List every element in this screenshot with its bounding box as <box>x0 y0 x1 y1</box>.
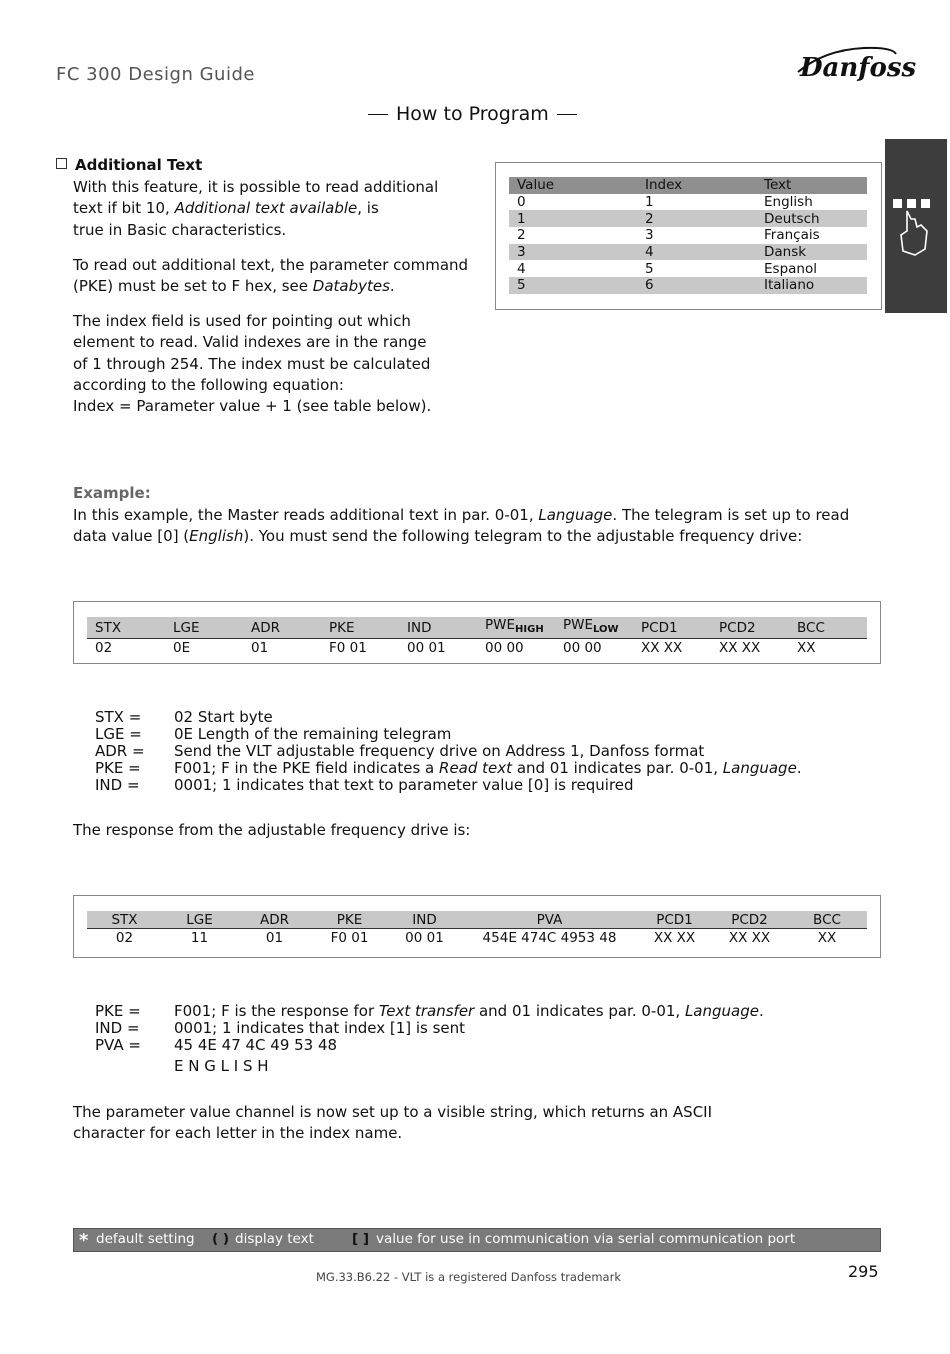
section-title: How to Program <box>360 103 585 125</box>
section-tab <box>885 139 947 313</box>
table-row: 02 11 01 F0 01 00 01 454E 474C 4953 48 XX XX XX XX XX <box>115 929 837 946</box>
request-telegram-table: STX LGE ADR PKE IND $PWE_{HIGH}$ $PWE_{LOW}$ PCD1 PCD2 BCC 02 0E 01 F0 01 00 01 00 00 00 00 XX XX XX XX XX <box>87 617 867 656</box>
table-header: Index <box>637 177 756 194</box>
example-paragraph: In this example, the Master reads additional text in par. 0-01, Language. The telegram is set up to read data value [0] (English). You must send the following telegram to the adjustable frequency drive: <box>73 506 850 546</box>
trademark-note: MG.33.B6.22 - VLT is a registered Danfoss trademark <box>316 1270 621 1284</box>
table-header: Value <box>509 177 637 194</box>
language-index-table <box>509 177 867 294</box>
response-intro: The response from the adjustable frequency drive is: <box>73 821 471 839</box>
intro-paragraph-1: With this feature, it is possible to read additional text if bit 10, Additional text available, is true in Basic characteristics. <box>73 178 439 239</box>
closing-paragraph: The parameter value channel is now set up to a visible string, which returns an ASCII character for each letter in the index name. <box>73 1103 713 1143</box>
star-icon: * <box>79 1230 89 1251</box>
table-row: 4 5 Espanol <box>517 260 817 277</box>
legend-bar: * default setting ( ) display text [ ] value for use in communication via serial communication port <box>73 1228 881 1252</box>
hand-keypad-icon <box>885 139 947 313</box>
svg-text:Danfoss: Danfoss <box>800 53 917 83</box>
danfoss-logo <box>794 42 917 86</box>
response-definitions: PKE = F001; F is the response for Text transfer and 01 indicates par. 0-01, Language. IND = 0001; 1 indicates that index [1] is sent PVA = 45 4E 47 4C 49 53 48 E N G L I S H <box>95 1002 764 1075</box>
table-row: 5 6 Italiano <box>509 277 867 294</box>
intro-paragraph-2: To read out additional text, the parameter command (PKE) must be set to F hex, see Databytes. <box>73 256 469 296</box>
document-title: FC 300 Design Guide <box>56 64 255 85</box>
example-label: Example: <box>73 484 151 502</box>
response-telegram-table: STX LGE ADR PKE IND PVA PCD1 PCD2 BCC 02 11 01 F0 01 00 01 454E 474C 4953 48 XX XX XX XX XX <box>87 911 867 946</box>
page-number: 295 <box>848 1262 879 1281</box>
additional-text-heading: Additional Text <box>56 156 202 174</box>
table-row: 2 3 Français <box>517 227 820 244</box>
intro-paragraph-3: The index field is used for pointing out which element to read. Valid indexes are in the range of 1 through 254. The index must be calculated according to the following equation: Index = Parameter value + 1 (see table below). <box>73 312 432 416</box>
table-row: 3 4 Dansk <box>509 244 867 261</box>
table-row: 0 1 English <box>517 194 813 211</box>
table-header: Text <box>756 177 867 194</box>
table-row: 1 2 Deutsch <box>509 210 867 227</box>
request-definitions: STX = 02 Start byte LGE = 0E Length of the remaining telegram ADR = Send the VLT adjustable frequency drive on Address 1, Danfoss format PKE = F001; F in the PKE field indicates a Read text and 01 indicates par. 0-01, Language. IND = 0001; 1 indicates that text to parameter value [0] is required <box>95 708 802 794</box>
table-row: 02 0E 01 F0 01 00 01 00 00 00 00 XX XX XX XX XX <box>95 639 816 656</box>
